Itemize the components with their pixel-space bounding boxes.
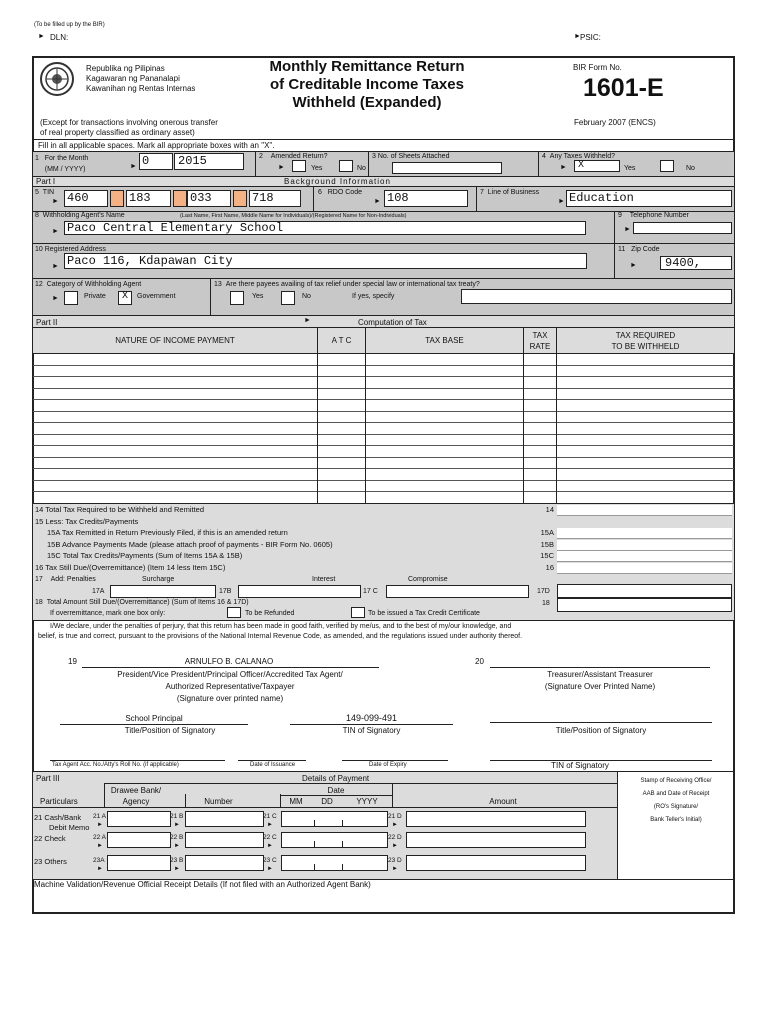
lob-input[interactable]: Education: [566, 190, 732, 207]
arrow-icon: ►: [267, 866, 273, 872]
payment-particulars-label2: Debit Memo: [49, 823, 90, 832]
dln-label: DLN:: [50, 33, 69, 42]
total-item-input[interactable]: [557, 505, 732, 516]
payment-ref: 22 C: [263, 834, 277, 841]
refunded-label: To be Refunded: [245, 610, 295, 617]
total-item-label: 14 Total Tax Required to be Withheld and Remitted: [35, 505, 204, 514]
part2-label: Part II: [36, 318, 58, 327]
table-row[interactable]: [33, 376, 734, 377]
tin-signatory-label: TIN of Signatory: [342, 726, 401, 735]
amended-yes-checkbox[interactable]: [292, 160, 306, 172]
table-row[interactable]: [33, 457, 734, 458]
payment-ref: 22 B: [170, 834, 184, 841]
agent-sublabel: (Last Name, First Name, Middle Name for Individuals)/(Registered Name for Non-Individuals): [180, 213, 407, 219]
payment-ref: 23 D: [388, 857, 402, 864]
col-tax-base: TAX BASE: [425, 336, 464, 345]
tin-part3-input[interactable]: 033: [187, 190, 231, 207]
payment-particulars-label: 21 Cash/Bank: [34, 813, 82, 822]
table-row[interactable]: [33, 480, 734, 481]
title-label-2: Title/Position of Signatory: [555, 726, 647, 735]
rdo-input[interactable]: 108: [384, 190, 468, 207]
arrow-icon: ►: [52, 295, 59, 302]
month-input[interactable]: 0: [139, 153, 173, 170]
total-item-ref: 15A: [540, 528, 554, 537]
table-row[interactable]: [33, 365, 734, 366]
col-nature: NATURE OF INCOME PAYMENT: [115, 336, 235, 345]
tin-part2-input[interactable]: 183: [126, 190, 171, 207]
arrow-icon: ►: [97, 843, 103, 849]
date-input[interactable]: [281, 832, 388, 848]
total-item-ref: 14: [545, 505, 554, 514]
relief-no-label: No: [302, 293, 311, 300]
arrow-icon: ►: [130, 163, 137, 170]
ref-17a: 17A: [92, 588, 105, 595]
except-note: (Except for transactions involving onerous transfer of real property classified as ordinary asset): [40, 118, 218, 137]
overremittance-label: If overremittance, mark one box only:: [50, 610, 166, 617]
table-row[interactable]: [33, 422, 734, 423]
interest-input[interactable]: [238, 585, 361, 598]
total-item-input[interactable]: [557, 540, 732, 551]
payment-ref: 23 B: [170, 857, 184, 864]
payment-ref: 23 C: [263, 857, 277, 864]
ref-17d: 17D: [537, 588, 550, 595]
sheets-label: 3 No. of Sheets Attached: [372, 153, 450, 160]
table-row[interactable]: [33, 434, 734, 435]
relief-specify-input[interactable]: [461, 289, 732, 304]
number-input[interactable]: [185, 832, 264, 848]
agent-name-input[interactable]: Paco Central Elementary School: [64, 221, 586, 235]
arrow-icon: ►: [174, 866, 180, 872]
col-number: Number: [204, 797, 233, 806]
psic-label: PSIC:: [580, 33, 601, 42]
amount-input[interactable]: [406, 811, 586, 827]
tin-separator: [110, 190, 124, 207]
compromise-label: Compromise: [408, 576, 448, 583]
part1-label: Part I: [36, 177, 56, 186]
arrow-icon: ►: [52, 228, 59, 235]
tin-signatory-label-2: TIN of Signatory: [551, 761, 609, 770]
payment-rows: [33, 808, 617, 878]
tin-separator: [233, 190, 247, 207]
table-row[interactable]: [33, 388, 734, 389]
any-taxes-label: 4 Any Taxes Withheld?: [542, 153, 616, 160]
table-row[interactable]: [33, 468, 734, 469]
payment-ref: 21 C: [263, 813, 277, 820]
total-item-input[interactable]: [557, 551, 732, 562]
any-taxes-yes-checkbox[interactable]: X: [574, 160, 620, 172]
col-mm: MM: [289, 797, 303, 806]
if-yes-label: If yes, specify: [352, 293, 395, 300]
relief-label: 13 Are there payees availing of tax relief under special law or international tax treaty?: [214, 281, 480, 288]
bir-note: (To be filled up by the BIR): [34, 22, 105, 28]
year-input[interactable]: 2015: [174, 153, 244, 170]
arrow-icon: ►: [624, 226, 631, 233]
tcc-label: To be issued a Tax Credit Certificate: [368, 610, 480, 617]
penalties-total-input[interactable]: [557, 584, 732, 598]
date-divider: [314, 841, 315, 848]
form-title: Monthly Remittance Return of Creditable Income Taxes Withheld (Expanded): [269, 58, 465, 111]
part3-label: Part III: [36, 774, 60, 783]
date-input[interactable]: [281, 811, 388, 827]
total-item-label: 16 Tax Still Due/(Overremittance) (Item 14 less Item 15C): [35, 562, 226, 572]
total-item-label: 15B Advance Payments Made (please attach proof of payments - BIR Form No. 0605): [47, 539, 333, 549]
date-expiry-label: Date of Expiry: [369, 762, 407, 768]
payment-ref: 21 A: [93, 813, 107, 820]
amended-yes-label: Yes: [311, 165, 323, 172]
signatory-name: ARNULFO B. CALANAO: [184, 657, 274, 666]
form-no-label: BIR Form No.: [573, 63, 622, 72]
col-tax-rate: TAX RATE: [529, 331, 551, 351]
ref-17b: 17B: [219, 588, 232, 595]
arrow-icon: ►: [392, 866, 398, 872]
zip-label: 11 Zip Code: [618, 246, 660, 253]
rdo-label: 6 RDO Code: [318, 189, 362, 196]
total-item-input[interactable]: [557, 563, 732, 574]
amount-input[interactable]: [406, 832, 586, 848]
month-label: 1 For the Month (MM / YYYY): [35, 155, 89, 173]
total-item-label: 15A Tax Remitted in Return Previously Filed, if this is an amended return: [47, 528, 288, 537]
sig20-caption: Treasurer/Assistant Treasurer (Signature Over Printed Name): [544, 670, 656, 691]
table-row[interactable]: [33, 411, 734, 412]
total-item-ref: 15B: [540, 539, 554, 549]
col-tax-required: TAX REQUIRED TO BE WITHHELD: [611, 331, 680, 351]
table-row[interactable]: [33, 399, 734, 400]
tcc-checkbox[interactable]: [351, 607, 365, 618]
bank-input[interactable]: [107, 855, 171, 871]
total-item-ref: 15C: [540, 551, 554, 560]
arrow-icon: ►: [560, 164, 567, 171]
amount-input[interactable]: [406, 855, 586, 871]
fill-instructions: Fill in all applicable spaces. Mark all appropriate boxes with an "X".: [38, 141, 275, 150]
tin-part1-input[interactable]: 460: [64, 190, 108, 207]
arrow-icon: ►: [97, 822, 103, 828]
totals-items: [33, 504, 734, 574]
arrow-icon: ►: [574, 33, 581, 40]
payment-ref: 22 A: [93, 834, 107, 841]
zip-input[interactable]: 9400,: [660, 256, 732, 270]
tel-label: 9 Telephone Number: [618, 212, 689, 219]
total-due-input[interactable]: [557, 598, 732, 612]
col-particulars: Particulars: [40, 797, 78, 806]
date-divider: [342, 820, 343, 827]
total-item-ref: 16: [545, 562, 554, 572]
title-label: Title/Position of Signatory: [124, 726, 216, 735]
date-input[interactable]: [281, 855, 388, 871]
address-label: 10 Registered Address: [35, 246, 106, 253]
agent-label: 8 Withholding Agent's Name: [35, 212, 125, 219]
payment-ref: 23A: [93, 857, 105, 864]
arrow-icon: ►: [174, 843, 180, 849]
government-label: Government: [137, 293, 176, 300]
stamp-caption: Stamp of Receiving Office/ AAB and Date of Receipt (RO's Signature/ Bank Teller's Initial): [640, 778, 712, 823]
agency-name: Republika ng Pilipinas Kagawaran ng Pananalapi Kawanihan ng Rentas Internas: [86, 64, 196, 93]
date-divider: [342, 864, 343, 871]
payment-particulars-label: 22 Check: [34, 834, 66, 843]
date-issuance-label: Date of Issuance: [250, 762, 296, 768]
num-20: 20: [475, 657, 484, 666]
amended-no-label: No: [357, 165, 366, 172]
penalties-label: 17 Add: Penalties: [35, 576, 96, 583]
arrow-icon: ►: [392, 822, 398, 828]
date-divider: [342, 841, 343, 848]
refunded-checkbox[interactable]: [227, 607, 241, 618]
date-divider: [314, 864, 315, 871]
relief-yes-label: Yes: [252, 293, 264, 300]
declaration-line1: I/We declare, under the penalties of perjury, that this return has been made in good faith, verified by me/us, and to the best of my/our knowledge, and: [50, 623, 512, 630]
part1-title: Background Information: [284, 177, 391, 186]
interest-label: Interest: [312, 576, 336, 583]
private-checkbox[interactable]: [64, 291, 78, 305]
compromise-input[interactable]: [386, 585, 529, 598]
payment-ref: 22 D: [388, 834, 402, 841]
bank-input[interactable]: [107, 811, 171, 827]
title-value: School Principal: [125, 714, 183, 723]
payment-particulars-label: 23 Others: [34, 857, 67, 866]
number-input[interactable]: [185, 855, 264, 871]
amended-label: 2 Amended Return?: [259, 153, 328, 160]
sig19-caption: President/Vice President/Principal Officer/Accredited Tax Agent/ Authorized Representative/Taxpayer (Signature over printed name): [117, 670, 343, 703]
surcharge-label: Surcharge: [142, 576, 175, 583]
any-taxes-no-checkbox[interactable]: [660, 160, 674, 172]
private-label: Private: [84, 293, 106, 300]
bir-seal-icon: [40, 62, 74, 96]
total-item-label: 15 Less: Tax Credits/Payments: [35, 516, 139, 526]
agent-acc-label: Tax Agent Acc. No./Atty's Roll No. (if applicable): [52, 762, 179, 768]
arrow-icon: ►: [278, 164, 285, 171]
col-date: Date: [327, 786, 345, 795]
any-taxes-yes-label: Yes: [624, 165, 636, 172]
col-atc: A T C: [331, 336, 352, 345]
address-input[interactable]: Paco 116, Kdapawan City: [64, 253, 587, 269]
machine-validation-label: Machine Validation/Revenue Official Receipt Details (If not filed with an Authorized Agent Bank): [34, 880, 371, 889]
arrow-icon: ►: [52, 198, 59, 205]
telephone-input[interactable]: [633, 222, 732, 234]
number-input[interactable]: [185, 811, 264, 827]
sheets-input[interactable]: [392, 162, 502, 174]
date-divider: [314, 820, 315, 827]
government-checkbox[interactable]: X: [118, 291, 132, 305]
bank-input[interactable]: [107, 832, 171, 848]
table-row[interactable]: [33, 491, 734, 492]
ref-17c: 17 C: [363, 588, 378, 595]
col-dd: DD: [321, 797, 333, 806]
part2-title: Computation of Tax: [358, 318, 427, 327]
surcharge-input[interactable]: [110, 585, 216, 598]
payment-ref: 21 D: [388, 813, 402, 820]
arrow-icon: ►: [374, 198, 381, 205]
arrow-icon: ►: [267, 822, 273, 828]
col-drawee-bank: Drawee Bank/ Agency: [110, 786, 162, 806]
arrow-icon: ►: [392, 843, 398, 849]
ref-18: 18: [542, 600, 550, 607]
tin-label: 5 TIN: [35, 189, 55, 196]
computation-table: [33, 353, 734, 503]
relief-yes-checkbox[interactable]: [230, 291, 244, 305]
total-item-input[interactable]: [557, 528, 732, 539]
category-label: 12 Category of Withholding Agent: [35, 281, 142, 288]
arrow-icon: ►: [97, 866, 103, 872]
arrow-icon: ►: [558, 198, 565, 205]
any-taxes-no-label: No: [686, 165, 695, 172]
declaration-line2: belief, is true and correct, pursuant to the provisions of the National Internal Revenue Code, as amended, and the regulations issued under authority thereof.: [38, 633, 523, 640]
arrow-icon: ►: [52, 263, 59, 270]
part3-title: Details of Payment: [302, 774, 370, 783]
amended-no-checkbox[interactable]: [339, 160, 353, 172]
arrow-icon: ►: [267, 843, 273, 849]
arrow-icon: ►: [38, 33, 45, 40]
total-due-label: 18 Total Amount Still Due/(Overremittance) (Sum of Items 16 & 17D): [35, 599, 249, 606]
relief-no-checkbox[interactable]: [281, 291, 295, 305]
col-amount: Amount: [489, 797, 517, 806]
col-yyyy: YYYY: [356, 797, 378, 806]
payment-ref: 21 B: [170, 813, 184, 820]
arrow-icon: ►: [174, 822, 180, 828]
form-edition: February 2007 (ENCS): [574, 118, 656, 127]
num-19: 19: [68, 657, 77, 666]
table-row[interactable]: [33, 445, 734, 446]
arrow-icon: ►: [304, 317, 311, 324]
total-item-label: 15C Total Tax Credits/Payments (Sum of Items 15A & 15B): [47, 551, 243, 560]
lob-label: 7 Line of Business: [480, 189, 540, 196]
arrow-icon: ►: [630, 262, 637, 269]
tin-separator: [173, 190, 187, 207]
tin-signatory-value: 149-099-491: [345, 713, 398, 723]
tin-part4-input[interactable]: 718: [249, 190, 301, 207]
form-number: 1601-E: [583, 74, 664, 102]
